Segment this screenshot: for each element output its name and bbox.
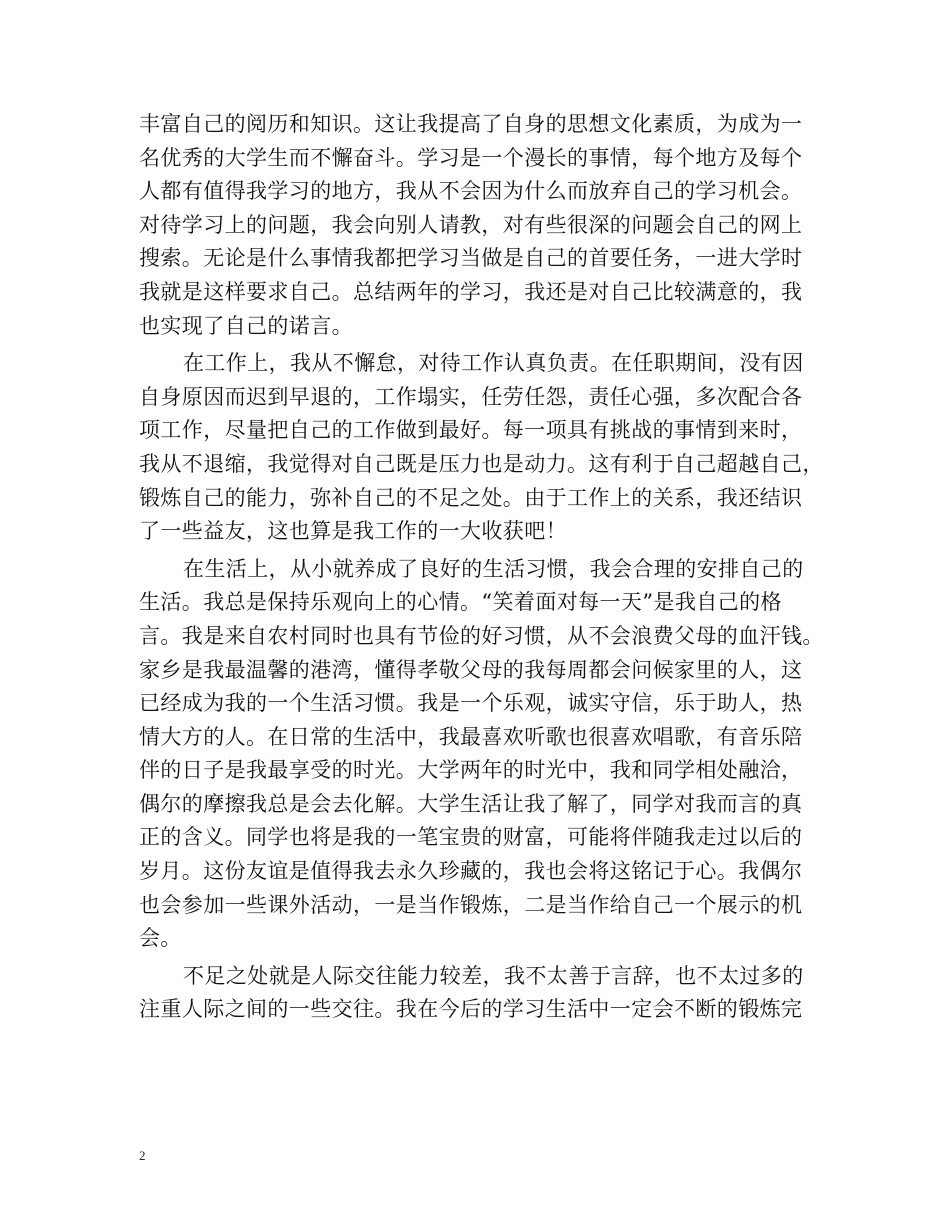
text-line: 了一些益友，这也算是我工作的一大收获吧！ — [139, 519, 567, 544]
text-line: 言。我是来自农村同时也具有节俭的好习惯，从不会浪费父母的血汗钱。 — [139, 623, 824, 648]
text-line: 已经成为我的一个生活习惯。我是一个乐观，诚实守信，乐于助人，热 — [139, 691, 803, 716]
text-line: 伴的日子是我最享受的时光。大学两年的时光中，我和同学相处融洽， — [139, 758, 803, 783]
text-line: 人都有值得我学习的地方，我从不会因为什么而放弃自己的学习机会。 — [139, 179, 803, 204]
text-line: 家乡是我最温馨的港湾，懂得孝敬父母的我每周都会问候家里的人，这 — [139, 657, 803, 682]
paragraph — [139, 553, 829, 956]
text-line: 也会参加一些课外活动，一是当作锻炼，二是当作给自己一个展示的机 — [139, 892, 803, 917]
page-number: 2 — [139, 1148, 146, 1163]
text-line: 项工作，尽量把自己的工作做到最好。每一项具有挑战的事情到来时， — [139, 418, 803, 443]
text-line: 在生活上，从小就养成了良好的生活习惯，我会合理的安排自己的 — [183, 556, 804, 581]
text-line: 也实现了自己的诺言。 — [139, 313, 353, 338]
text-line: 生活。我总是保持乐观向上的心情。“笑着面对每一天”是我自己的格 — [139, 590, 782, 615]
text-line: 我从不退缩，我觉得对自己既是压力也是动力。这有利于自己超越自己， — [139, 451, 824, 476]
text-line: 不足之处就是人际交往能力较差，我不太善于言辞，也不太过多的 — [183, 963, 804, 988]
text-line: 对待学习上的问题，我会向别人请教，对有些很深的问题会自己的网上 — [139, 212, 803, 237]
text-line: 名优秀的大学生而不懈奋斗。学习是一个漫长的事情，每个地方及每个 — [139, 145, 803, 170]
text-line: 正的含义。同学也将是我的一笔宝贵的财富，可能将伴随我走过以后的 — [139, 825, 803, 850]
text-line: 自身原因而迟到早退的，工作塌实，任劳任怨，责任心强，多次配合各 — [139, 384, 803, 409]
body-text — [139, 108, 829, 1027]
text-line: 偶尔的摩擦我总是会去化解。大学生活让我了解了，同学对我而言的真 — [139, 791, 803, 816]
paragraph — [139, 960, 829, 1027]
text-line: 注重人际之间的一些交往。我在今后的学习生活中一定会不断的锻炼完 — [139, 997, 803, 1022]
text-line: 在工作上，我从不懈怠，对待工作认真负责。在任职期间，没有因 — [183, 351, 804, 376]
text-line: 岁月。这份友谊是值得我去永久珍藏的，我也会将这铭记于心。我偶尔 — [139, 859, 803, 884]
text-line: 丰富自己的阅历和知识。这让我提高了自身的思想文化素质，为成为一 — [139, 112, 803, 136]
paragraph — [139, 108, 829, 343]
paragraph — [139, 347, 829, 549]
text-line: 会。 — [139, 926, 182, 951]
text-line: 搜索。无论是什么事情我都把学习当做是自己的首要任务，一进大学时 — [139, 246, 803, 271]
text-line: 我就是这样要求自己。总结两年的学习，我还是对自己比较满意的，我 — [139, 279, 803, 304]
text-line: 锻炼自己的能力，弥补自己的不足之处。由于工作上的关系，我还结识 — [139, 485, 803, 510]
text-line: 情大方的人。在日常的生活中，我最喜欢听歌也很喜欢唱歌，有音乐陪 — [139, 724, 803, 749]
